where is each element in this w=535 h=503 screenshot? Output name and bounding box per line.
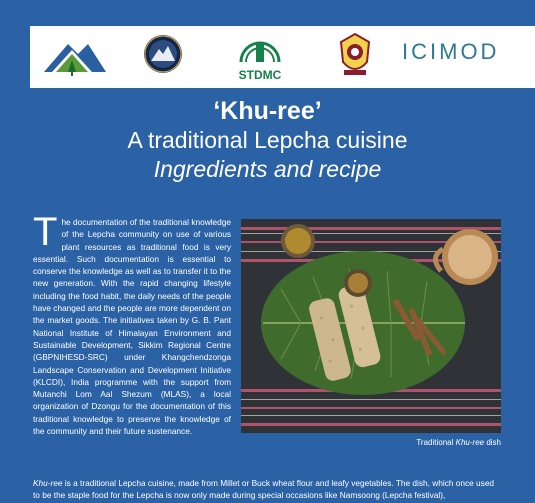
page-subtitle: A traditional Lepcha cuisine (127, 127, 408, 153)
intro-dropcap: T (33, 210, 58, 254)
photo-caption (241, 438, 501, 447)
caption-suffix: dish (484, 438, 501, 447)
intro-text: he documentation of the traditional knowledge of the Lepcha community on use of various plant resources as traditional food is very essential. Such documentation is essential to conserve the knowledge as well as to transfer it to the new generation. With the rapid changing lifestyle including the food habit, the daily needs of the people have changed and the people are more dependent on the market goods. The initiatives taken by G. B. Pant National Institute of Himalayan Environment and Sustainable Development, Sikkim Regional Centre (GBPNIHESD-SRC) under Khangchendzonga Landscape Conservation and Development Initiative (KLCDI), India programme with the support from Mutanchi Lom Aal Shezum (MLAS), a local organization of Dzongu for the documentation of this traditional knowledge to preserve the knowledge of the community and their future sustenance. (33, 217, 231, 437)
body-text: is a traditional Lepcha cuisine, made from Millet or Buck wheat flour and leafy vegetables. The dish, which once used to be the staple food for the Lepcha is now only made during special occasions like Namsoong (Lepcha festival), (33, 478, 495, 501)
body-paragraph (33, 477, 503, 502)
caption-italic: Khu-ree (455, 438, 485, 447)
body-italic-lead: Khu-ree (33, 478, 63, 488)
page-subtitle-italic: Ingredients and recipe (153, 156, 382, 182)
caption-prefix: Traditional (416, 438, 456, 447)
crest-icon (336, 32, 374, 85)
title-block (0, 96, 535, 184)
mountain-tree-icon (40, 32, 110, 83)
logo-panel (30, 26, 535, 88)
icimod-logo: ICIMOD (402, 39, 500, 64)
page-title: ‘Khu-ree’ (213, 97, 322, 125)
intro-paragraph (33, 210, 231, 437)
round-seal-icon (143, 34, 183, 79)
stdmc-logo (231, 32, 289, 82)
khu-ree-dish-photo (241, 219, 501, 433)
stdmc-logo-text: STDMC (238, 68, 282, 82)
logo-strip (0, 0, 535, 90)
